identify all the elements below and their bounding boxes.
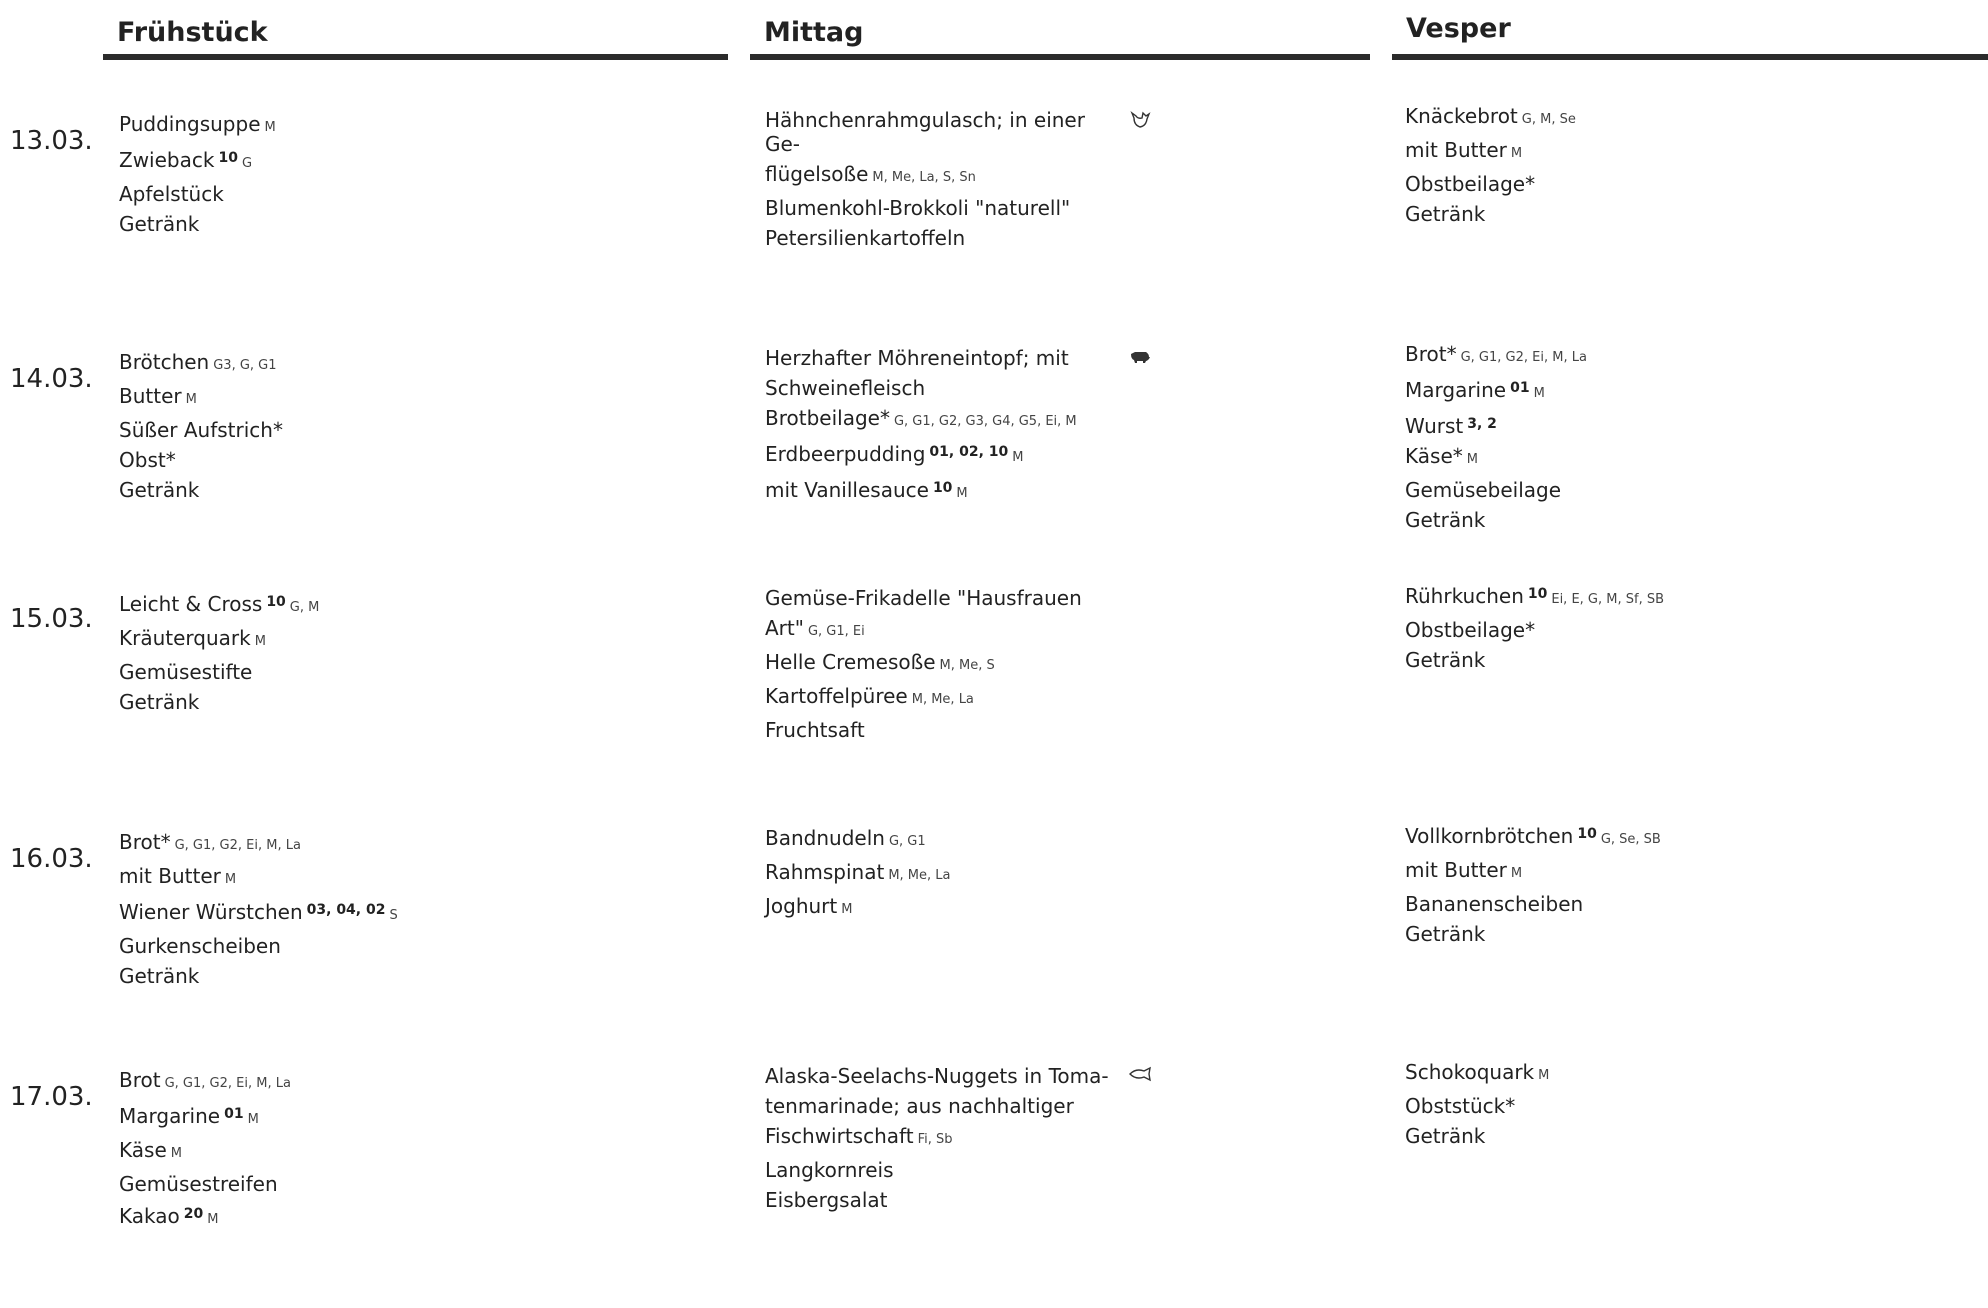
allergen-codes: M: [264, 120, 276, 135]
fish-icon: [1128, 1066, 1154, 1088]
header-mittag: [750, 0, 1370, 60]
menu-item-name: Obst*: [119, 448, 176, 472]
additive-numbers: 01: [224, 1106, 244, 1122]
menu-item: [765, 1124, 1125, 1152]
menu-item: [119, 1068, 719, 1096]
menu-item-name: Getränk: [119, 690, 200, 714]
additive-numbers: 01: [1510, 380, 1530, 396]
allergen-codes: M, Me, La: [911, 692, 974, 707]
menu-item: [765, 476, 1125, 506]
day-row: [0, 104, 1988, 352]
day-row: [0, 584, 1988, 830]
menu-item: [119, 690, 719, 714]
allergen-codes: M: [170, 1146, 182, 1161]
menu-item: [1405, 1060, 1965, 1088]
menu-item-name: Margarine: [119, 1104, 221, 1128]
meal-mittag: [765, 586, 1125, 748]
menu-item: [1405, 1124, 1965, 1148]
header-vesper: [1392, 0, 1988, 60]
menu-item-name: Käse*: [1405, 444, 1463, 468]
menu-item: [1405, 138, 1965, 166]
menu-item-name: Getränk: [1405, 202, 1486, 226]
allergen-codes: G: [241, 156, 253, 171]
menu-item-name: Brot*: [119, 830, 171, 854]
menu-item: [119, 964, 719, 988]
menu-item: [119, 182, 719, 206]
menu-item: [1405, 892, 1965, 916]
allergen-codes: G, M, Se: [1521, 112, 1576, 127]
meal-mittag: [765, 1064, 1125, 1218]
meal-vesper: [1405, 104, 1965, 232]
chicken-icon: [1128, 110, 1154, 132]
menu-item-name: Brot*: [1405, 342, 1457, 366]
menu-item: [119, 478, 719, 502]
menu-item-name: Rahmspinat: [765, 860, 885, 884]
meal-vesper: [1405, 342, 1965, 538]
menu-item-name: Getränk: [119, 964, 200, 988]
menu-item: [119, 418, 719, 442]
menu-item: [765, 406, 1125, 434]
menu-item-name: Petersilienkartoffeln: [765, 226, 966, 250]
menu-item: [119, 898, 719, 928]
allergen-codes: Ei, E, G, M, Sf, SB: [1551, 592, 1665, 607]
header-vesper-label: Vesper: [1406, 13, 1511, 44]
additive-numbers: 10: [1577, 826, 1597, 842]
menu-item-name: Getränk: [119, 212, 200, 236]
menu-item-name: Schokoquark: [1405, 1060, 1535, 1084]
menu-item: [119, 1202, 719, 1232]
menu-item-name: Blumenkohl-Brokkoli "naturell": [765, 196, 1071, 220]
menu-item: [1405, 376, 1965, 406]
header-fruehstueck-label: Frühstück: [117, 17, 268, 48]
menu-item-name: Gemüsestreifen: [119, 1172, 278, 1196]
allergen-codes: G, G1, Ei: [807, 624, 865, 639]
menu-item: [765, 684, 1125, 712]
menu-item-name: Erdbeerpudding: [765, 442, 926, 466]
menu-item-name: Margarine: [1405, 378, 1507, 402]
menu-item-name: Getränk: [119, 478, 200, 502]
menu-item-name: Knäckebrot: [1405, 104, 1518, 128]
menu-item-name: Fischwirtschaft: [765, 1124, 914, 1148]
day-row: [0, 342, 1988, 590]
menu-item: [765, 894, 1125, 922]
allergen-codes: G, Se, SB: [1600, 832, 1661, 847]
menu-item-name: Getränk: [1405, 508, 1486, 532]
allergen-codes: G, G1, G2, Ei, M, La: [164, 1076, 291, 1091]
menu-item: [119, 146, 719, 176]
meal-mittag: [765, 826, 1125, 928]
allergen-codes: G, M: [289, 600, 320, 615]
menu-item: [1405, 104, 1965, 132]
day-date: 17.03.: [10, 1082, 93, 1112]
allergen-codes: M: [247, 1112, 259, 1127]
allergen-codes: M: [956, 486, 968, 501]
menu-item: [765, 346, 1125, 370]
additive-numbers: 20: [183, 1206, 204, 1222]
day-row: [0, 1060, 1988, 1308]
allergen-codes: M: [1510, 146, 1523, 161]
day-date: 16.03.: [10, 844, 93, 874]
menu-item-name: Schweinefleisch: [765, 376, 926, 400]
menu-item: [119, 830, 719, 858]
menu-item: [1405, 922, 1965, 946]
menu-item-name: Süßer Aufstrich*: [119, 418, 283, 442]
allergen-codes: M: [224, 872, 237, 887]
menu-item-name: mit Vanillesauce: [765, 478, 929, 502]
meal-fruehstueck: [119, 112, 719, 242]
additive-numbers: 10: [218, 150, 238, 166]
allergen-codes: M: [1510, 866, 1523, 881]
menu-item-name: Vollkornbrötchen: [1405, 824, 1574, 848]
menu-item-name: Obstbeilage*: [1405, 618, 1536, 642]
allergen-codes: M: [185, 392, 197, 407]
menu-item: [1405, 342, 1965, 370]
allergen-codes: G, G1: [888, 834, 926, 849]
menu-item: [765, 162, 1125, 190]
menu-item: [1405, 508, 1965, 532]
menu-item-name: Gemüse-Frikadelle "Hausfrauen: [765, 586, 1082, 610]
menu-item: [765, 586, 1125, 610]
menu-item: [765, 196, 1125, 220]
allergen-codes: M: [1012, 450, 1024, 465]
menu-item: [1405, 618, 1965, 642]
menu-item: [119, 934, 719, 958]
pig-icon: [1128, 348, 1154, 370]
menu-item-name: Obststück*: [1405, 1094, 1516, 1118]
allergen-codes: S: [389, 908, 398, 923]
menu-item: [765, 1158, 1125, 1182]
meal-vesper: [1405, 1060, 1965, 1154]
menu-item-name: flügelsoße: [765, 162, 869, 186]
allergen-codes: M, Me, La: [888, 868, 951, 883]
header-fruehstueck: [103, 0, 728, 60]
menu-item: [765, 616, 1125, 644]
menu-item: [119, 448, 719, 472]
menu-item: [765, 440, 1125, 470]
additive-numbers: 3, 2: [1467, 416, 1497, 432]
menu-item-name: Wiener Würstchen: [119, 900, 303, 924]
menu-item-name: Helle Cremesoße: [765, 650, 936, 674]
menu-item-name: Gemüsebeilage: [1405, 478, 1562, 502]
menu-item: [765, 1064, 1125, 1088]
allergen-codes: M, Me, S: [939, 658, 995, 673]
meal-fruehstueck: [119, 590, 719, 720]
menu-item-name: Kräuterquark: [119, 626, 251, 650]
menu-item: [119, 212, 719, 236]
menu-item: [765, 226, 1125, 250]
additive-numbers: 10: [932, 480, 953, 496]
menu-item: [1405, 444, 1965, 472]
allergen-codes: G, G1, G2, G3, G4, G5, Ei, M: [893, 414, 1077, 429]
menu-item: [119, 864, 719, 892]
menu-item-name: Käse: [119, 1138, 167, 1162]
menu-item-name: Hähnchenrahmgulasch; in einer Ge-: [765, 108, 1085, 156]
menu-item-name: Langkornreis: [765, 1158, 894, 1182]
menu-item: [765, 1094, 1125, 1118]
menu-item: [1405, 582, 1965, 612]
menu-item: [119, 1102, 719, 1132]
menu-item-name: Getränk: [1405, 922, 1486, 946]
menu-item: [1405, 858, 1965, 886]
day-date: 15.03.: [10, 604, 93, 634]
menu-item-name: mit Butter: [1405, 858, 1507, 882]
menu-item: [1405, 648, 1965, 672]
menu-item: [1405, 822, 1965, 852]
meal-mittag: [765, 346, 1125, 512]
allergen-codes: G, G1, G2, Ei, M, La: [174, 838, 301, 853]
menu-item: [765, 1188, 1125, 1212]
menu-item-name: Kartoffelpüree: [765, 684, 908, 708]
menu-item-name: Fruchtsaft: [765, 718, 865, 742]
meal-vesper: [1405, 582, 1965, 678]
allergen-codes: M: [1538, 1068, 1550, 1083]
menu-item-name: Eisbergsalat: [765, 1188, 888, 1212]
menu-item-name: Butter: [119, 384, 182, 408]
menu-item-name: Gurkenscheiben: [119, 934, 281, 958]
menu-item-name: Gemüsestifte: [119, 660, 253, 684]
additive-numbers: 10: [1527, 586, 1548, 602]
menu-item-name: Obstbeilage*: [1405, 172, 1536, 196]
menu-item-name: Puddingsuppe: [119, 112, 261, 136]
menu-item: [1405, 412, 1965, 438]
day-date: 14.03.: [10, 364, 93, 394]
menu-item: [765, 826, 1125, 854]
menu-item-name: Leicht & Cross: [119, 592, 263, 616]
menu-item: [119, 350, 719, 378]
menu-item-name: Zwieback: [119, 148, 215, 172]
allergen-codes: Fi, Sb: [917, 1132, 953, 1147]
allergen-codes: M: [1533, 386, 1545, 401]
menu-item-name: Wurst: [1405, 414, 1464, 438]
menu-item-name: Getränk: [1405, 1124, 1486, 1148]
additive-numbers: 03, 04, 02: [306, 902, 386, 918]
menu-item: [1405, 478, 1965, 502]
allergen-codes: G, G1, G2, Ei, M, La: [1460, 350, 1587, 365]
menu-item-name: mit Butter: [1405, 138, 1507, 162]
menu-item: [119, 590, 719, 620]
menu-item-name: Bananenscheiben: [1405, 892, 1584, 916]
menu-item: [119, 660, 719, 684]
menu-item-name: mit Butter: [119, 864, 221, 888]
meal-vesper: [1405, 822, 1965, 952]
allergen-codes: M, Me, La, S, Sn: [872, 170, 976, 185]
allergen-codes: G3, G, G1: [213, 358, 277, 373]
additive-numbers: 01, 02, 10: [929, 444, 1009, 460]
menu-item-name: Art": [765, 616, 804, 640]
menu-item-name: Bandnudeln: [765, 826, 885, 850]
menu-item-name: Joghurt: [765, 894, 838, 918]
menu-item: [119, 626, 719, 654]
menu-item-name: Herzhafter Möhreneintopf; mit: [765, 346, 1069, 370]
additive-numbers: 10: [266, 594, 286, 610]
menu-item: [765, 860, 1125, 888]
meal-mittag: [765, 108, 1125, 256]
menu-item: [765, 376, 1125, 400]
menu-item-name: Rührkuchen: [1405, 584, 1524, 608]
meal-fruehstueck: [119, 350, 719, 508]
menu-item: [119, 384, 719, 412]
menu-item-name: Brotbeilage*: [765, 406, 890, 430]
menu-item: [765, 108, 1125, 156]
menu-item: [765, 650, 1125, 678]
day-date: 13.03.: [10, 126, 93, 156]
menu-item-name: Getränk: [1405, 648, 1486, 672]
menu-item: [1405, 202, 1965, 226]
allergen-codes: M: [254, 634, 266, 649]
menu-item-name: Alaska-Seelachs-Nuggets in Toma-: [765, 1064, 1109, 1088]
menu-item-name: tenmarinade; aus nachhaltiger: [765, 1094, 1074, 1118]
menu-item-name: Kakao: [119, 1204, 180, 1228]
menu-item-name: Brötchen: [119, 350, 210, 374]
menu-item: [765, 718, 1125, 742]
menu-item-name: Apfelstück: [119, 182, 224, 206]
allergen-codes: M: [841, 902, 853, 917]
menu-item: [1405, 172, 1965, 196]
day-row: [0, 824, 1988, 1070]
header-mittag-label: Mittag: [764, 17, 864, 48]
menu-item: [119, 112, 719, 140]
menu-item-name: Brot: [119, 1068, 161, 1092]
menu-item: [119, 1172, 719, 1196]
menu-item: [1405, 1094, 1965, 1118]
menu-item: [119, 1138, 719, 1166]
allergen-codes: M: [1466, 452, 1478, 467]
allergen-codes: M: [207, 1212, 219, 1227]
meal-fruehstueck: [119, 830, 719, 994]
